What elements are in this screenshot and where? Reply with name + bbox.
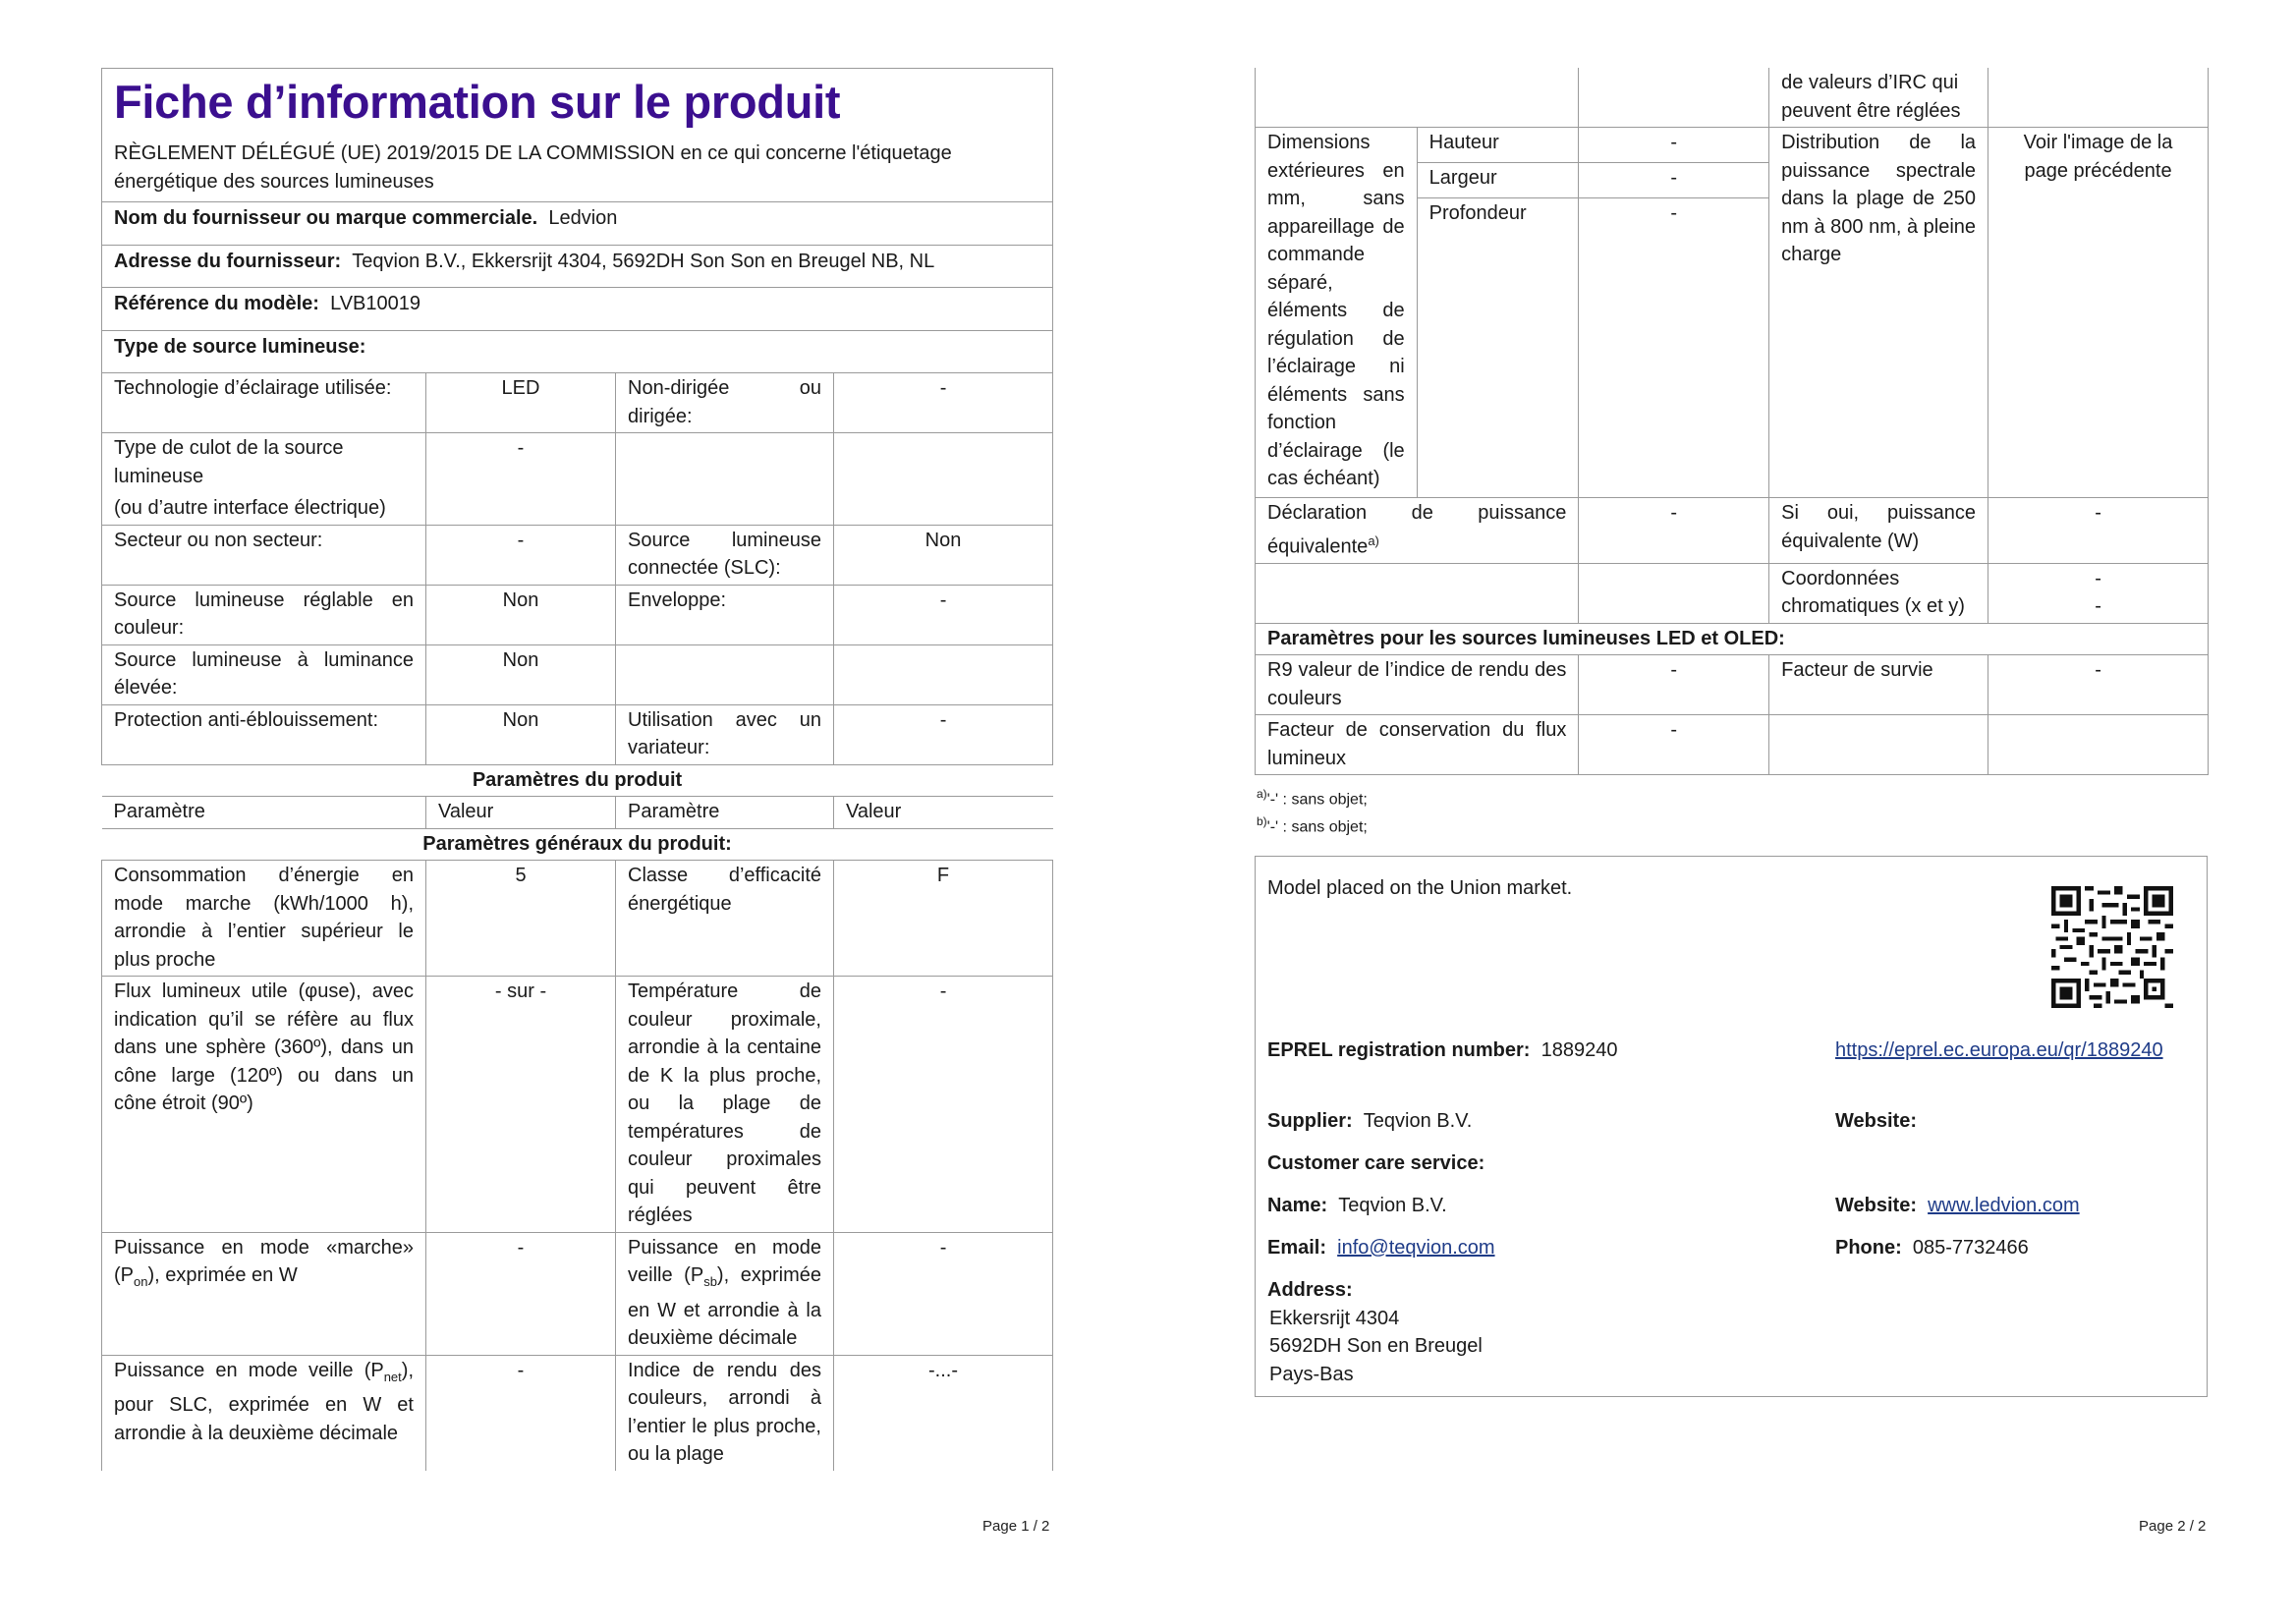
height-label: Hauteur (1417, 128, 1579, 163)
empty-cell (1769, 715, 1988, 775)
mains-value: - (426, 525, 616, 585)
width-value: - (1579, 163, 1769, 198)
care-label: Customer care service: (1267, 1152, 1485, 1174)
page-title: Fiche d’information sur le produit (114, 76, 841, 128)
supplier-label: Nom du fournisseur ou marque commerciale. (114, 207, 538, 229)
page-number-2: Page 2 / 2 (2139, 1518, 2207, 1535)
class-value: F (834, 861, 1053, 977)
params-heading-row (102, 764, 1053, 797)
general-heading-row (102, 828, 1053, 861)
product-info-table (101, 68, 1053, 1471)
colour-label: Source lumineuse réglable en couleur: (102, 585, 426, 644)
lumen-value: - (1579, 715, 1769, 775)
regulation-text: RÈGLEMENT DÉLÉGUÉ (UE) 2019/2015 DE LA COMMISSION en ce qui concerne l'étiquetage énergétique des sources lumineuses (114, 142, 952, 193)
equiv-label: Déclaration de puissance équivalente$^{a)}$ (1256, 498, 1579, 564)
general-heading: Paramètres généraux du produit: (422, 832, 732, 855)
col-param-1: Paramètre (102, 797, 426, 829)
led-heading-row (1256, 623, 2209, 655)
phone-label: Phone: (1835, 1237, 1902, 1259)
address-line-1: Ekkersrijt 4304 (1269, 1307, 1400, 1329)
empty-cell (1579, 563, 1769, 623)
empty-cell (1256, 563, 1579, 623)
empty-cell (1988, 715, 2209, 775)
footnotes (1255, 783, 2209, 839)
supplier-label-2: Supplier: (1267, 1110, 1353, 1132)
model-row (102, 288, 1053, 331)
width-label: Largeur (1417, 163, 1579, 198)
equiv-w-value: - (1988, 498, 2209, 564)
mains-label: Secteur ou non secteur: (102, 525, 426, 585)
cap-cell (102, 433, 426, 526)
cri-label: Indice de rendu des couleurs, arrondi à l’entier le plus proche, ou la plage (616, 1355, 834, 1471)
name-row (1267, 1192, 1447, 1220)
spd-value: Voir l'image de la page précédente (1988, 128, 2209, 498)
depth-value: - (1579, 198, 1769, 498)
empty-cell (1256, 68, 1579, 128)
depth-label: Profondeur (1417, 198, 1579, 498)
r9-label: R9 valeur de l’indice de rendu des couleurs (1256, 655, 1579, 715)
glare-label: Protection anti-éblouissement: (102, 704, 426, 764)
website2-link[interactable]: www.ledvion.com (1928, 1195, 2080, 1216)
empty-cell (616, 644, 834, 704)
spd-label: Distribution de la puissance spectrale dans la plage de 250 nm à 800 nm, à pleine charge (1769, 128, 1988, 498)
empty-cell (834, 644, 1053, 704)
cri-value: -...- (834, 1355, 1053, 1471)
page-2 (1255, 0, 2209, 1385)
consumption-label: Consommation d’énergie en mode marche (kWh/1000 h), arrondie à l’entier supérieur le plus proche (102, 861, 426, 977)
cct-label: Température de couleur proximale, arrondie à la centaine de K la plus proche, ou la plage de températures de couleur proximales qui peuvent être réglées (616, 977, 834, 1233)
led-heading: Paramètres pour les sources lumineuses LED et OLED: (1267, 627, 1785, 649)
flux-value: - sur - (426, 977, 616, 1233)
reg-link[interactable]: https://eprel.ec.europa.eu/qr/1889240 (1835, 1039, 2163, 1061)
name-label: Name: (1267, 1195, 1328, 1216)
col-param-2: Paramètre (616, 797, 834, 829)
address-block (1267, 1276, 1483, 1388)
email-label: Email: (1267, 1237, 1327, 1259)
pnet-value: - (426, 1355, 616, 1471)
col-value-2: Valeur (834, 797, 1053, 829)
reg-label: EPREL registration number: (1267, 1039, 1531, 1061)
height-value: - (1579, 128, 1769, 163)
email-row (1267, 1234, 1495, 1262)
psb-value: - (834, 1232, 1053, 1355)
supplier-row (102, 202, 1053, 246)
tech-label: Technologie d’éclairage utilisée: (102, 373, 426, 433)
cap-value: - (426, 433, 616, 526)
colour-value: Non (426, 585, 616, 644)
highlum-value: Non (426, 644, 616, 704)
highlum-label: Source lumineuse à luminance élevée: (102, 644, 426, 704)
tech-value: LED (426, 373, 616, 433)
equiv-value: - (1579, 498, 1769, 564)
envelope-label: Enveloppe: (616, 585, 834, 644)
survival-value: - (1988, 655, 2209, 715)
name-value: Teqvion B.V. (1338, 1195, 1447, 1216)
model-value: LVB10019 (330, 293, 421, 314)
cap-label: Type de culot de la source lumineuse (114, 437, 344, 487)
email-link[interactable]: info@teqvion.com (1337, 1237, 1495, 1259)
chroma-label: Coordonnées chromatiques (x et y) (1769, 563, 1988, 623)
product-info-table-cont (1255, 68, 2209, 775)
slc-label: Source lumineuse connectée (SLC): (616, 525, 834, 585)
phone-row (1835, 1234, 2029, 1262)
survival-label: Facteur de survie (1769, 655, 1988, 715)
empty-cell (1579, 68, 1769, 128)
consumption-value: 5 (426, 861, 616, 977)
footnote-b: $^{b)}$'-' : sans objet; (1257, 814, 1368, 836)
params-heading: Paramètres du produit (472, 768, 683, 791)
address-line-2: 5692DH Son en Breugel (1269, 1335, 1483, 1357)
page-1 (101, 0, 1052, 1471)
supplier-row-2 (1267, 1107, 1472, 1136)
cct-value: - (834, 977, 1053, 1233)
type-heading: Type de source lumineuse: (114, 335, 366, 358)
website2-row (1835, 1192, 2080, 1220)
pon-label: Puissance en mode «marche» $(P_{on})$, exprimée en W (102, 1232, 426, 1355)
cri-cont: de valeurs d’IRC qui peuvent être réglées (1769, 68, 1988, 128)
nondir-value: - (834, 373, 1053, 433)
address-label-2: Address: (1267, 1279, 1353, 1301)
website2-label: Website: (1835, 1195, 1917, 1216)
col-value-1: Valeur (426, 797, 616, 829)
header-cell (102, 69, 1053, 202)
chroma-value: - - (1988, 563, 2209, 623)
dims-label: Dimensions extérieures en mm, sans appareillage de commande séparé, éléments de régulation de l’éclairage ni éléments sans fonction d’éclairage (le cas échéant) (1256, 128, 1418, 498)
empty-cell (834, 433, 1053, 526)
cap-label-2: (ou d’autre interface électrique) (114, 497, 386, 519)
page-number-1: Page 1 / 2 (982, 1518, 1050, 1535)
reg-value: 1889240 (1540, 1039, 1618, 1061)
empty-cell (1988, 68, 2209, 128)
type-heading-row (102, 330, 1053, 373)
reg-row (1267, 1036, 1617, 1065)
reg-link-wrap (1835, 1036, 2169, 1065)
address-value: Teqvion B.V., Ekkersrijt 4304, 5692DH Son Son en Breugel NB, NL (352, 250, 935, 272)
phone-value: 085-7732466 (1912, 1237, 2029, 1259)
qr-code-icon[interactable] (2051, 886, 2173, 1008)
equiv-w-label: Si oui, puissance équivalente (W) (1769, 498, 1988, 564)
address-row (102, 245, 1053, 288)
flux-label: Flux lumineux utile (φuse), avec indication qu’il se réfère au flux dans une sphère (360º), dans un cône large (120º) ou dans un cône étroit (90º) (102, 977, 426, 1233)
footnote-a: $^{a)}$'-' : sans objet; (1257, 787, 1368, 809)
address-label: Adresse du fournisseur: (114, 250, 342, 272)
website-label: Website: (1835, 1110, 1917, 1132)
psb-label: Puissance en mode veille $(P_{sb})$, exprimée en W et arrondie à la deuxième décimale (616, 1232, 834, 1355)
envelope-value: - (834, 585, 1053, 644)
eprel-box (1255, 856, 2208, 1397)
website-row (1835, 1107, 1917, 1136)
lumen-label: Facteur de conservation du flux lumineux (1256, 715, 1579, 775)
nondir-label: Non-dirigée ou dirigée: (616, 373, 834, 433)
placed-text: Model placed on the Union market. (1267, 877, 1573, 899)
address-line-3: Pays-Bas (1269, 1363, 1354, 1385)
r9-value: - (1579, 655, 1769, 715)
pon-value: - (426, 1232, 616, 1355)
care-row (1267, 1149, 1484, 1178)
dimmer-value: - (834, 704, 1053, 764)
pnet-label: Puissance en mode veille $(P_{net})$, pour SLC, exprimée en W et arrondie à la deuxième décimale (102, 1355, 426, 1471)
dimmer-label: Utilisation avec un variateur: (616, 704, 834, 764)
supplier-value: Ledvion (548, 207, 618, 229)
glare-value: Non (426, 704, 616, 764)
class-label: Classe d’efficacité énergétique (616, 861, 834, 977)
empty-cell (616, 433, 834, 526)
model-label: Référence du modèle: (114, 293, 319, 314)
supplier-value-2: Teqvion B.V. (1363, 1110, 1473, 1132)
slc-value: Non (834, 525, 1053, 585)
